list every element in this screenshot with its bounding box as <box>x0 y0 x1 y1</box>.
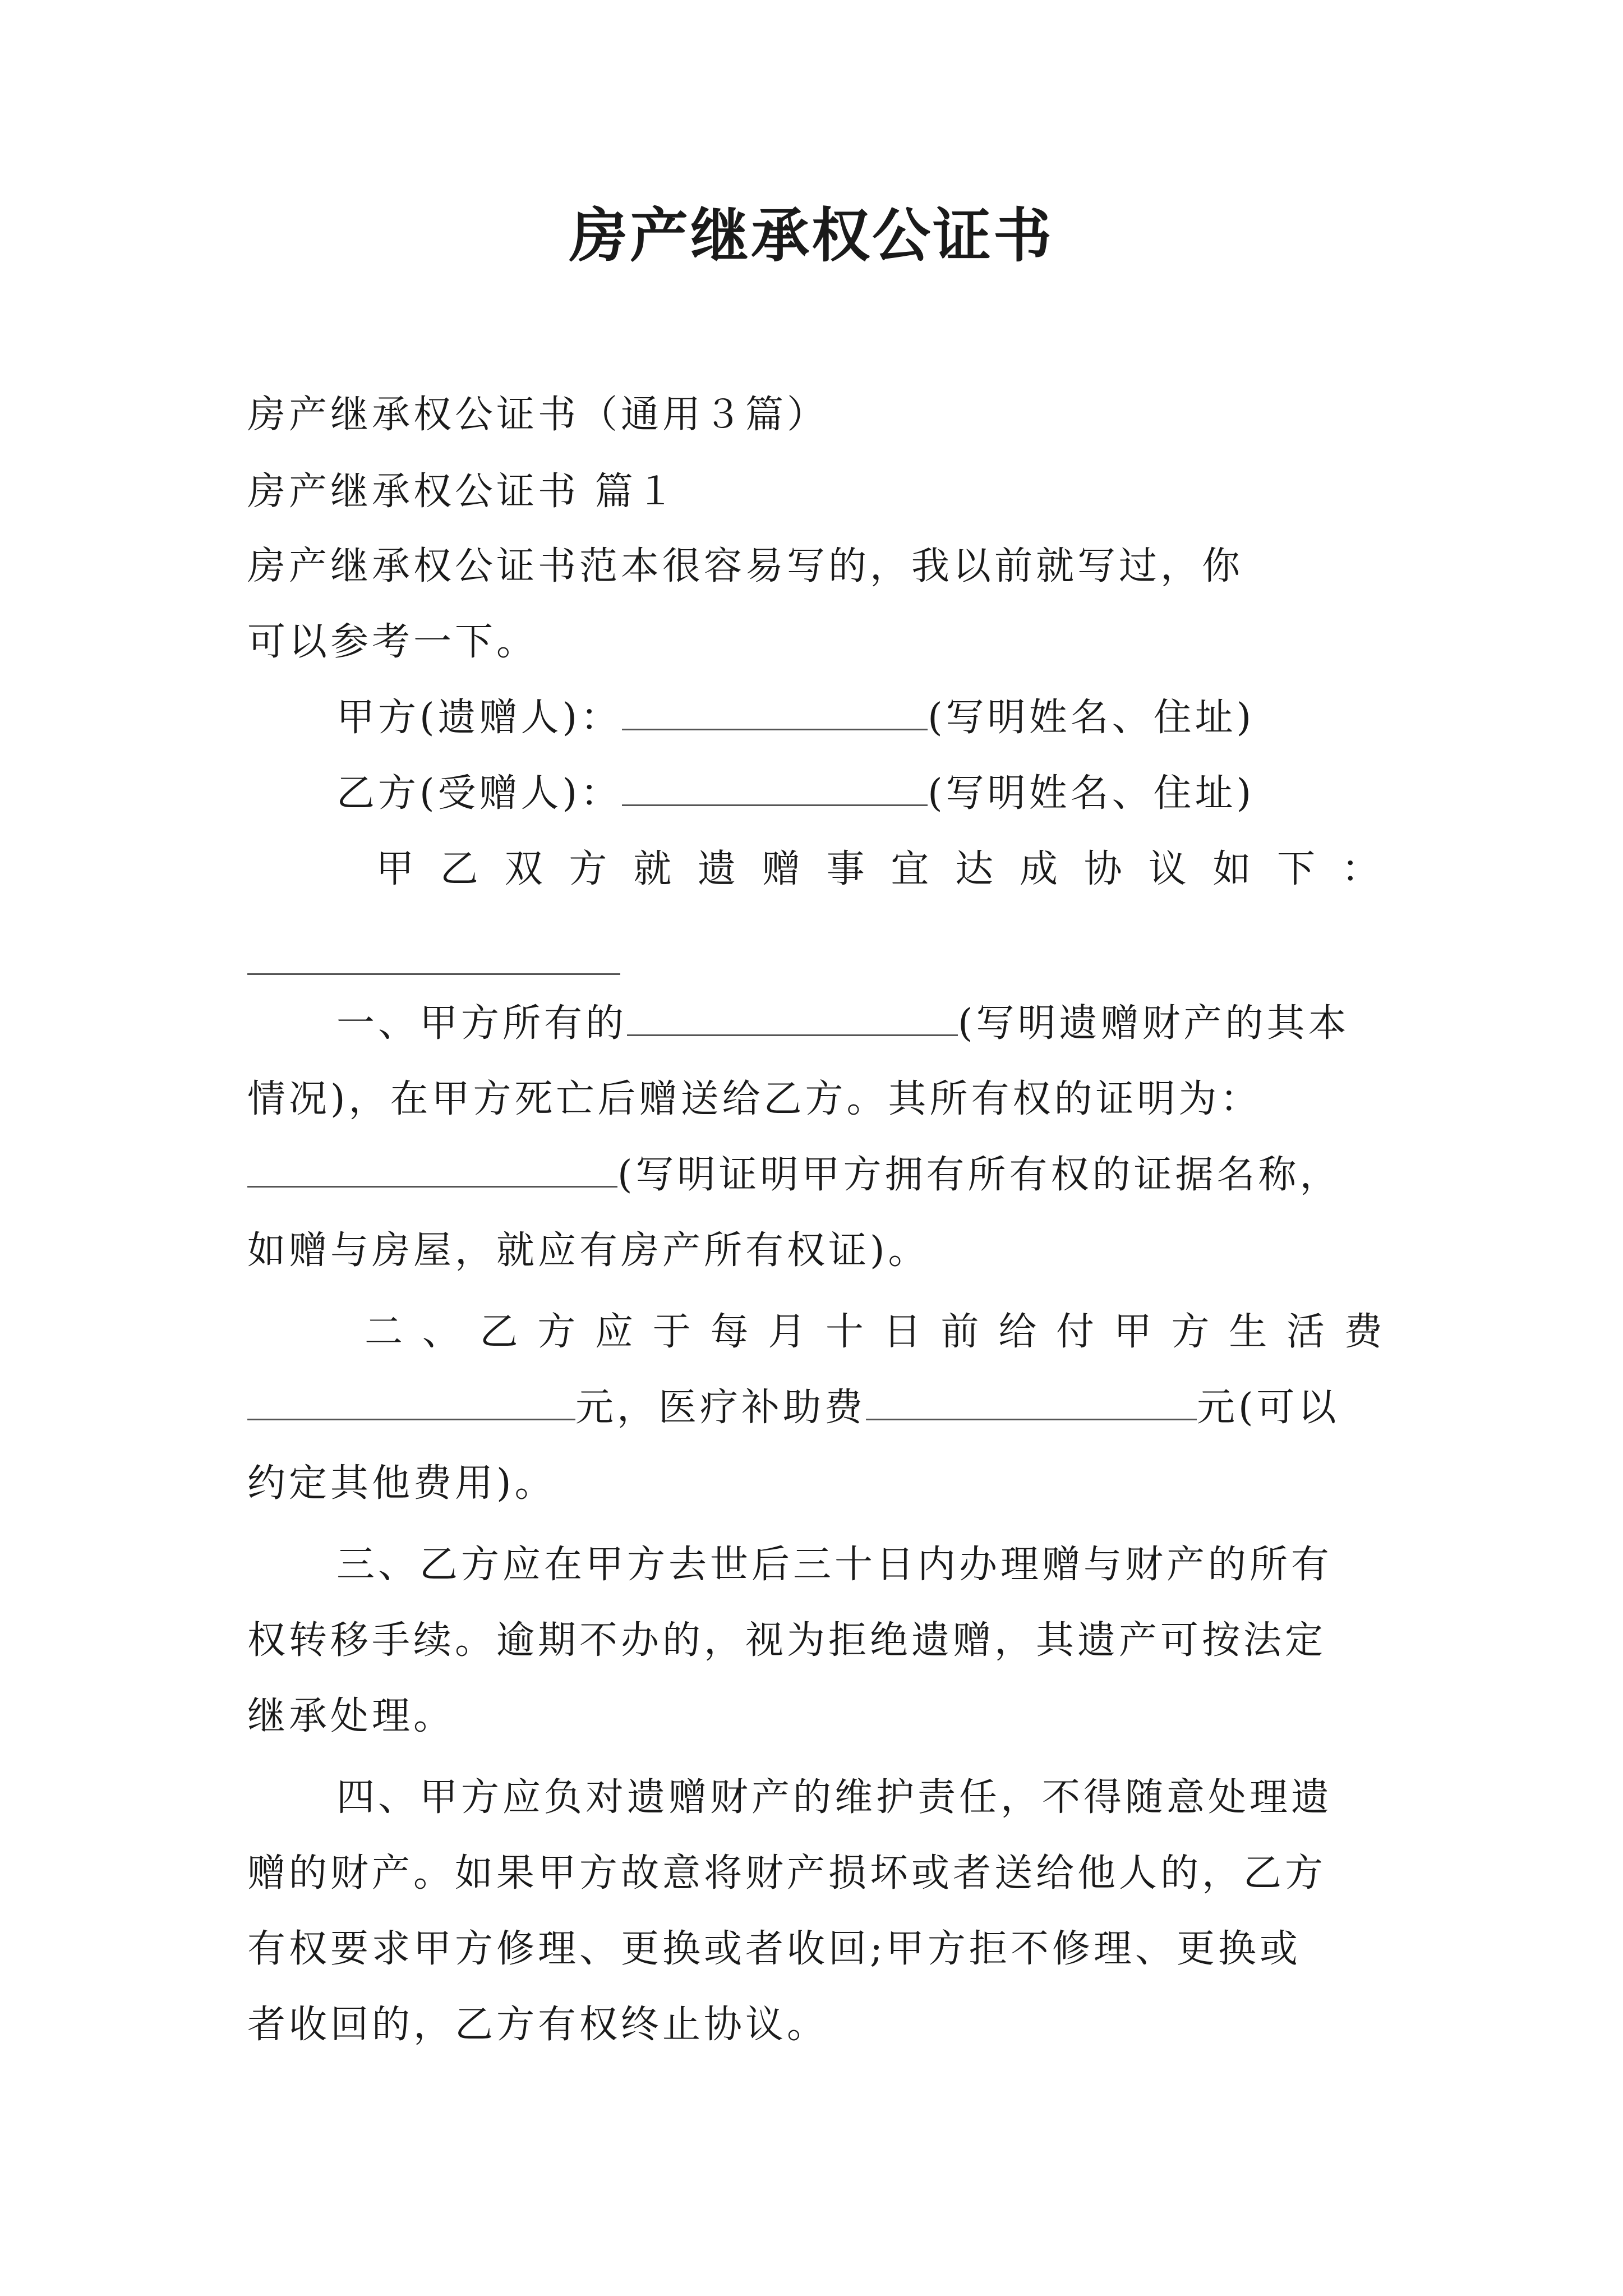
agreement-char: 就 <box>633 847 672 891</box>
clause2-char: 于 <box>652 1310 691 1354</box>
party-a-line <box>336 693 1481 743</box>
agreement-char: 乙 <box>440 847 478 891</box>
intro-line-2: 可以参考一下。 <box>247 620 538 664</box>
agreement-char: 成 <box>1019 847 1058 891</box>
intro-line-1: 房产继承权公证书范本很容易写的，我以前就写过，你 <box>247 544 1244 588</box>
clause2-char: 二 <box>365 1310 403 1354</box>
clause2-char: 日 <box>883 1310 921 1354</box>
clause4-line-4: 者收回的，乙方有权终止协议。 <box>247 2003 829 2047</box>
party-a-note: (写明姓名、住址) <box>928 696 1255 740</box>
clause2-char: 、 <box>422 1310 460 1354</box>
clause2-char: 甲 <box>1113 1310 1152 1354</box>
clause3-line-3: 继承处理。 <box>247 1694 455 1738</box>
clause2-char: 生 <box>1229 1310 1267 1354</box>
living-expense-blank <box>247 1384 575 1420</box>
agreement-blank <box>247 973 620 975</box>
party-a-blank <box>622 694 928 730</box>
agreement-char: 事 <box>826 847 865 891</box>
clause1-line-3 <box>247 1150 1391 1200</box>
clause1-line-1 <box>336 999 1481 1049</box>
agreement-char: ： <box>1341 847 1380 891</box>
agreement-char: 如 <box>1212 847 1251 891</box>
agreement-line <box>376 844 1380 895</box>
document-title: 房产继承权公证书 <box>569 201 1054 270</box>
party-b-label: 乙方(受赠人)： <box>336 771 623 816</box>
clause2-char: 付 <box>1056 1310 1095 1354</box>
agreement-char: 甲 <box>376 847 414 891</box>
clause4-line-2: 赠的财产。如果甲方故意将财产损坏或者送给他人的，乙方 <box>247 1851 1327 1895</box>
clause2-char: 前 <box>940 1310 979 1354</box>
party-b-line <box>336 769 1481 819</box>
clause1-note: (写明遗赠财产的其本 <box>958 1001 1350 1046</box>
clause3-line-2: 权转移手续。逾期不办的，视为拒绝遗赠，其遗产可按法定 <box>247 1618 1327 1663</box>
agreement-char: 方 <box>569 847 607 891</box>
clause2-text: 元，医疗补助费 <box>575 1386 866 1430</box>
clause1-property-blank <box>627 1000 958 1036</box>
party-a-label: 甲方(遗赠人)： <box>336 696 623 740</box>
clause2-char: 每 <box>710 1310 749 1354</box>
clause4-line-3: 有权要求甲方修理、更换或者收回;甲方拒不修理、更换或 <box>247 1927 1301 1971</box>
part-heading: 房产继承权公证书 篇１ <box>247 470 678 514</box>
clause1-proof-note: (写明证明甲方拥有所有权的证据名称， <box>617 1153 1341 1197</box>
clause2-char: 方 <box>537 1310 576 1354</box>
agreement-char: 赠 <box>762 847 800 891</box>
clause2-char: 方 <box>1171 1310 1210 1354</box>
agreement-char: 达 <box>955 847 994 891</box>
clause2-char: 费 <box>1344 1310 1382 1354</box>
clause1-proof-blank <box>247 1151 617 1188</box>
agreement-char: 双 <box>504 847 543 891</box>
agreement-char: 遗 <box>697 847 736 891</box>
clause3-line-1: 三、乙方应在甲方去世后三十日内办理赠与财产的所有 <box>336 1543 1333 1587</box>
clause1-text: 一、甲方所有的 <box>336 1001 628 1046</box>
agreement-char: 议 <box>1148 847 1187 891</box>
party-b-note: (写明姓名、住址) <box>928 771 1255 816</box>
clause2-line-1 <box>365 1307 1382 1358</box>
agreement-char: 宜 <box>891 847 929 891</box>
clause2-line-2 <box>247 1383 1391 1433</box>
clause2-line-3: 约定其他费用)。 <box>247 1461 556 1506</box>
agreement-char: 下 <box>1277 847 1316 891</box>
clause2-char: 月 <box>768 1310 806 1354</box>
clause4-line-1: 四、甲方应负对遗赠财产的维护责任，不得随意处理遗 <box>336 1775 1333 1820</box>
clause1-line-4: 如赠与房屋，就应有房产所有权证)。 <box>247 1228 930 1273</box>
medical-subsidy-blank <box>866 1384 1197 1420</box>
clause1-line-2: 情况)，在甲方死亡后赠送给乙方。其所有权的证明为： <box>247 1077 1262 1121</box>
subtitle: 房产继承权公证书（通用３篇） <box>247 393 829 437</box>
clause2-char: 乙 <box>479 1310 518 1354</box>
clause2-char: 活 <box>1287 1310 1325 1354</box>
party-b-blank <box>622 770 928 806</box>
clause2-text-end: 元(可以 <box>1197 1386 1340 1430</box>
agreement-char: 协 <box>1083 847 1122 891</box>
clause2-char: 应 <box>595 1310 634 1354</box>
clause2-char: 给 <box>998 1310 1037 1354</box>
clause2-char: 十 <box>826 1310 864 1354</box>
